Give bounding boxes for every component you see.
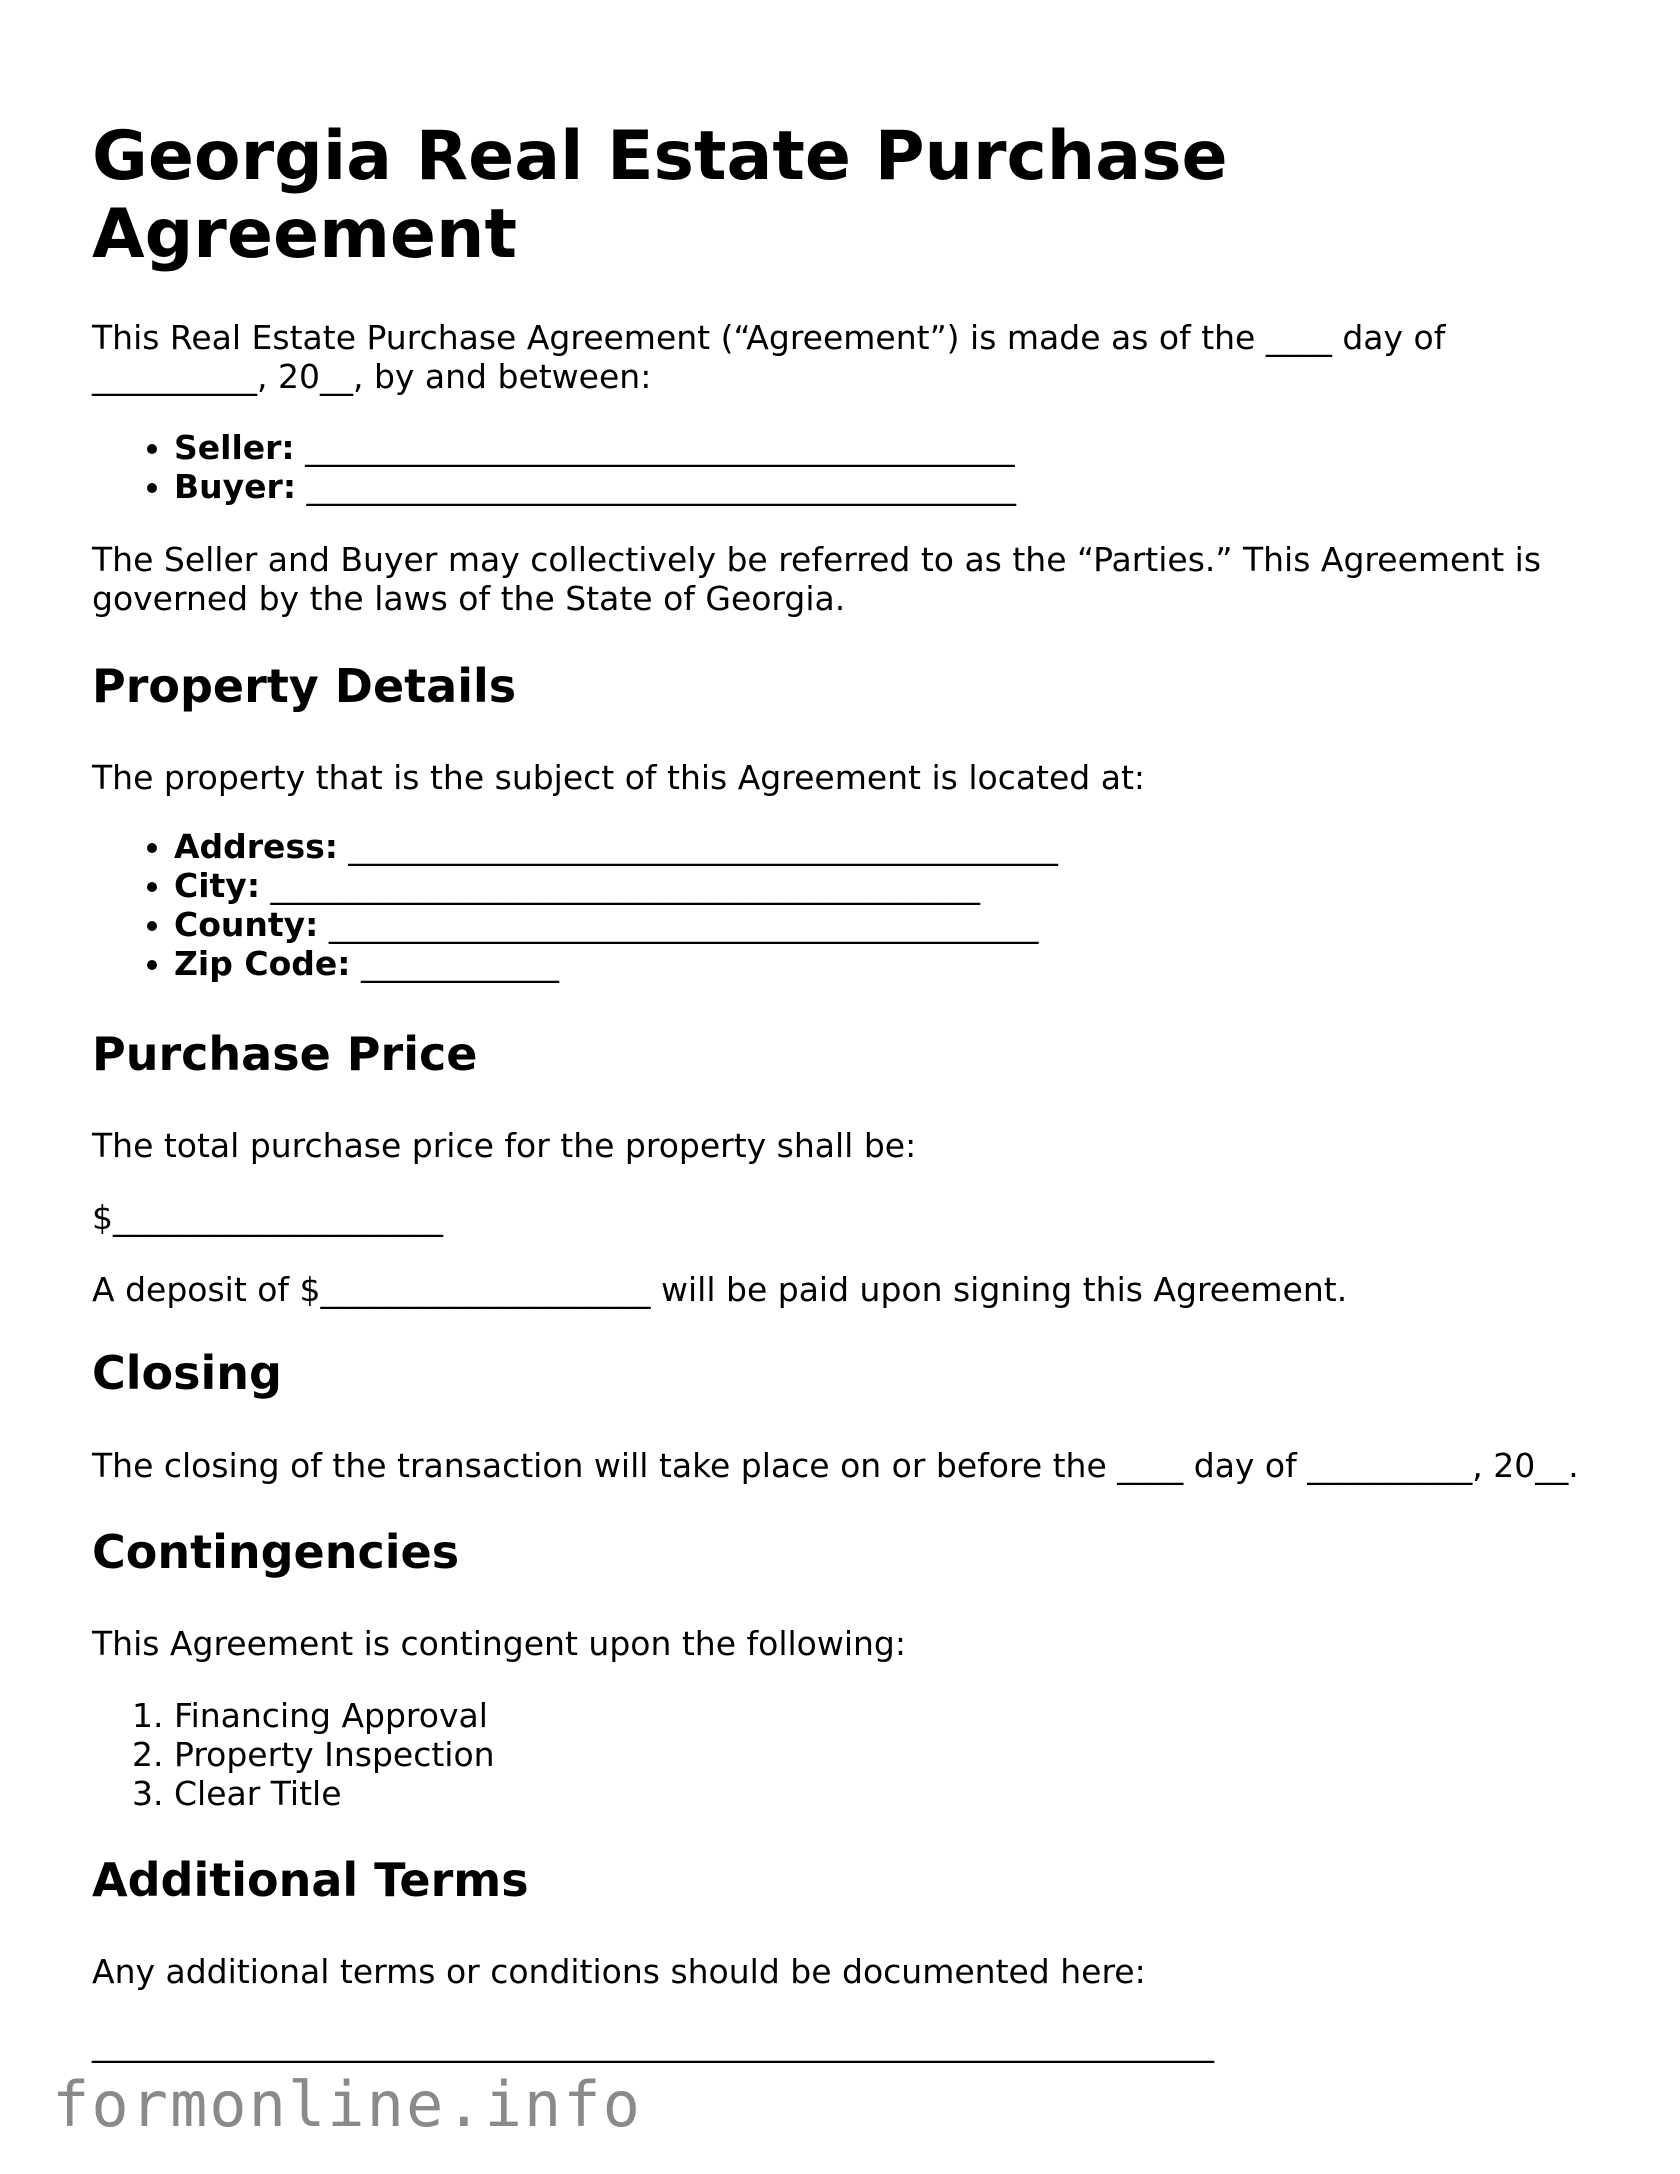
address-blank: ___________________________________________ [337,827,1058,866]
zip-code-blank: ____________ [350,944,559,983]
seller-blank: ___________________________________________ [294,428,1015,467]
contingencies-heading: Contingencies [92,1525,460,1579]
purchase-price-heading: Purchase Price [92,1027,478,1081]
buyer-blank: ___________________________________________ [296,467,1017,506]
list-item [174,944,1592,983]
list-item [174,428,1592,467]
watermark: formonline.info [52,2068,642,2141]
zip-code-label: Zip Code: [174,944,351,983]
additional-terms-intro: Any additional terms or conditions should be documented here: [92,1952,1146,1991]
purchase-price-amount: $____________________ [92,1198,443,1237]
buyer-label: Buyer: [174,467,297,506]
contingencies-list [92,1696,1592,1813]
parties-list [92,428,1592,506]
contingencies-intro: This Agreement is contingent upon the following: [92,1624,906,1663]
list-item: 3. Clear Title [174,1774,1592,1813]
list-item: 1. Financing Approval [174,1696,1592,1735]
intro-paragraph: This Real Estate Purchase Agreement (“Agreement”) is made as of the ____ day of __________, 20__, by and between: [92,318,1446,396]
additional-terms-line: ____________________________________________________________________ [92,2024,1214,2063]
city-label: City: [174,866,261,905]
property-intro: The property that is the subject of this Agreement is located at: [92,758,1146,797]
additional-terms-heading: Additional Terms [92,1853,529,1907]
deposit-paragraph: A deposit of $____________________ will be paid upon signing this Agreement. [92,1270,1348,1309]
county-blank: ___________________________________________ [318,905,1039,944]
property-fields-list [92,827,1592,983]
list-item [174,905,1592,944]
closing-paragraph: The closing of the transaction will take place on or before the ____ day of __________, 20__. [92,1446,1579,1485]
address-label: Address: [174,827,338,866]
parties-note: The Seller and Buyer may collectively be referred to as the “Parties.” This Agreement is governed by the laws of the State of Georgia. [92,540,1542,618]
list-item [174,467,1592,506]
list-item [174,827,1592,866]
seller-label: Seller: [174,428,295,467]
property-heading: Property Details [92,659,517,713]
closing-heading: Closing [92,1346,282,1400]
purchase-price-intro: The total purchase price for the property shall be: [92,1126,917,1165]
city-blank: ___________________________________________ [260,866,981,905]
list-item [174,866,1592,905]
list-item: 2. Property Inspection [174,1735,1592,1774]
document-title: Georgia Real Estate Purchase Agreement [92,117,1228,274]
county-label: County: [174,905,319,944]
